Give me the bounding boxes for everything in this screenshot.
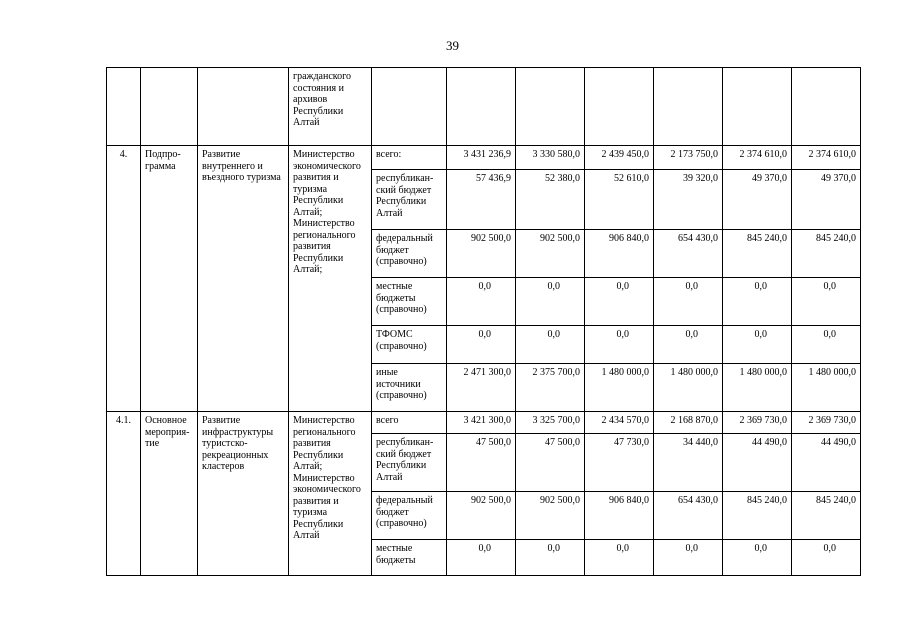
value-cell: 902 500,0 [516, 492, 585, 540]
value-cell: 3 330 580,0 [516, 146, 585, 170]
value-cell: 0,0 [516, 540, 585, 576]
row-number: 4.1. [107, 412, 141, 576]
value-cell: 0,0 [654, 326, 723, 364]
value-cell: 0,0 [723, 278, 792, 326]
value-cell: 2 439 450,0 [585, 146, 654, 170]
value-cell: 0,0 [792, 278, 861, 326]
funding-source: республикан-ский бюджет Республики Алтай [372, 434, 447, 492]
table-row [107, 412, 861, 434]
row-number: 4. [107, 146, 141, 412]
cell [141, 68, 198, 146]
funding-source: местные бюджеты (справочно) [372, 278, 447, 326]
value-cell: 902 500,0 [447, 492, 516, 540]
value-cell: 1 480 000,0 [792, 364, 861, 412]
value-cell: 44 490,0 [723, 434, 792, 492]
row-executor: Министерство экономического развития и туризма Республики Алтай; Министерство регионального развития Республики Алтай; [289, 146, 372, 412]
funding-source: всего [372, 412, 447, 434]
value-cell: 845 240,0 [723, 230, 792, 278]
funding-source: федеральный бюджет (справочно) [372, 492, 447, 540]
value-cell: 3 325 700,0 [516, 412, 585, 434]
value-cell: 654 430,0 [654, 230, 723, 278]
value-cell: 52 380,0 [516, 170, 585, 230]
value-cell: 0,0 [585, 540, 654, 576]
cell [198, 68, 289, 146]
value-cell: 0,0 [516, 278, 585, 326]
value-cell: 906 840,0 [585, 230, 654, 278]
value-cell: 52 610,0 [585, 170, 654, 230]
cell [107, 68, 141, 146]
funding-source: федеральный бюджет (справочно) [372, 230, 447, 278]
value-cell: 0,0 [585, 278, 654, 326]
value-cell: 2 369 730,0 [723, 412, 792, 434]
value-cell: 49 370,0 [792, 170, 861, 230]
value-cell: 0,0 [447, 326, 516, 364]
value-cell: 34 440,0 [654, 434, 723, 492]
value-cell: 1 480 000,0 [723, 364, 792, 412]
value-cell: 1 480 000,0 [654, 364, 723, 412]
value-cell: 0,0 [792, 326, 861, 364]
funding-source: местные бюджеты [372, 540, 447, 576]
page-number: 39 [446, 38, 459, 53]
value-cell: 0,0 [723, 326, 792, 364]
funding-source: ТФОМС (справочно) [372, 326, 447, 364]
cell [447, 68, 516, 146]
value-cell: 845 240,0 [792, 492, 861, 540]
value-cell: 902 500,0 [447, 230, 516, 278]
value-cell: 49 370,0 [723, 170, 792, 230]
value-cell: 0,0 [447, 278, 516, 326]
value-cell: 2 434 570,0 [585, 412, 654, 434]
value-cell: 2 369 730,0 [792, 412, 861, 434]
cell [516, 68, 585, 146]
cell [792, 68, 861, 146]
value-cell: 0,0 [723, 540, 792, 576]
cell [654, 68, 723, 146]
value-cell: 47 730,0 [585, 434, 654, 492]
cell [723, 68, 792, 146]
value-cell: 47 500,0 [516, 434, 585, 492]
value-cell: 2 374 610,0 [723, 146, 792, 170]
value-cell: 0,0 [792, 540, 861, 576]
value-cell: 0,0 [516, 326, 585, 364]
row-name: Развитие инфраструктуры туристско-рекреационных кластеров [198, 412, 289, 576]
value-cell: 2 375 700,0 [516, 364, 585, 412]
value-cell: 0,0 [447, 540, 516, 576]
funding-source: республикан-ский бюджет Республики Алтай [372, 170, 447, 230]
value-cell: 2 471 300,0 [447, 364, 516, 412]
value-cell: 44 490,0 [792, 434, 861, 492]
value-cell: 2 168 870,0 [654, 412, 723, 434]
value-cell: 845 240,0 [792, 230, 861, 278]
value-cell: 1 480 000,0 [585, 364, 654, 412]
value-cell: 39 320,0 [654, 170, 723, 230]
funding-source: всего: [372, 146, 447, 170]
value-cell: 3 431 236,9 [447, 146, 516, 170]
value-cell: 902 500,0 [516, 230, 585, 278]
row-type: Подпро-грамма [141, 146, 198, 412]
value-cell: 0,0 [654, 278, 723, 326]
value-cell: 2 374 610,0 [792, 146, 861, 170]
cell [372, 68, 447, 146]
value-cell: 47 500,0 [447, 434, 516, 492]
row-type: Основное мероприя-тие [141, 412, 198, 576]
value-cell: 2 173 750,0 [654, 146, 723, 170]
value-cell: 57 436,9 [447, 170, 516, 230]
table-row [107, 146, 861, 170]
value-cell: 906 840,0 [585, 492, 654, 540]
value-cell: 0,0 [585, 326, 654, 364]
row-name: Развитие внутреннего и въездного туризма [198, 146, 289, 412]
value-cell: 654 430,0 [654, 492, 723, 540]
budget-table [106, 67, 861, 576]
value-cell: 845 240,0 [723, 492, 792, 540]
row-executor: Министерство регионального развития Республики Алтай; Министерство экономического развития и туризма Республики Алтай [289, 412, 372, 576]
continuation-row [107, 68, 861, 146]
value-cell: 3 421 300,0 [447, 412, 516, 434]
value-cell: 0,0 [654, 540, 723, 576]
executor-cell: гражданского состояния и архивов Республики Алтай [289, 68, 372, 146]
funding-source: иные источники (справочно) [372, 364, 447, 412]
cell [585, 68, 654, 146]
